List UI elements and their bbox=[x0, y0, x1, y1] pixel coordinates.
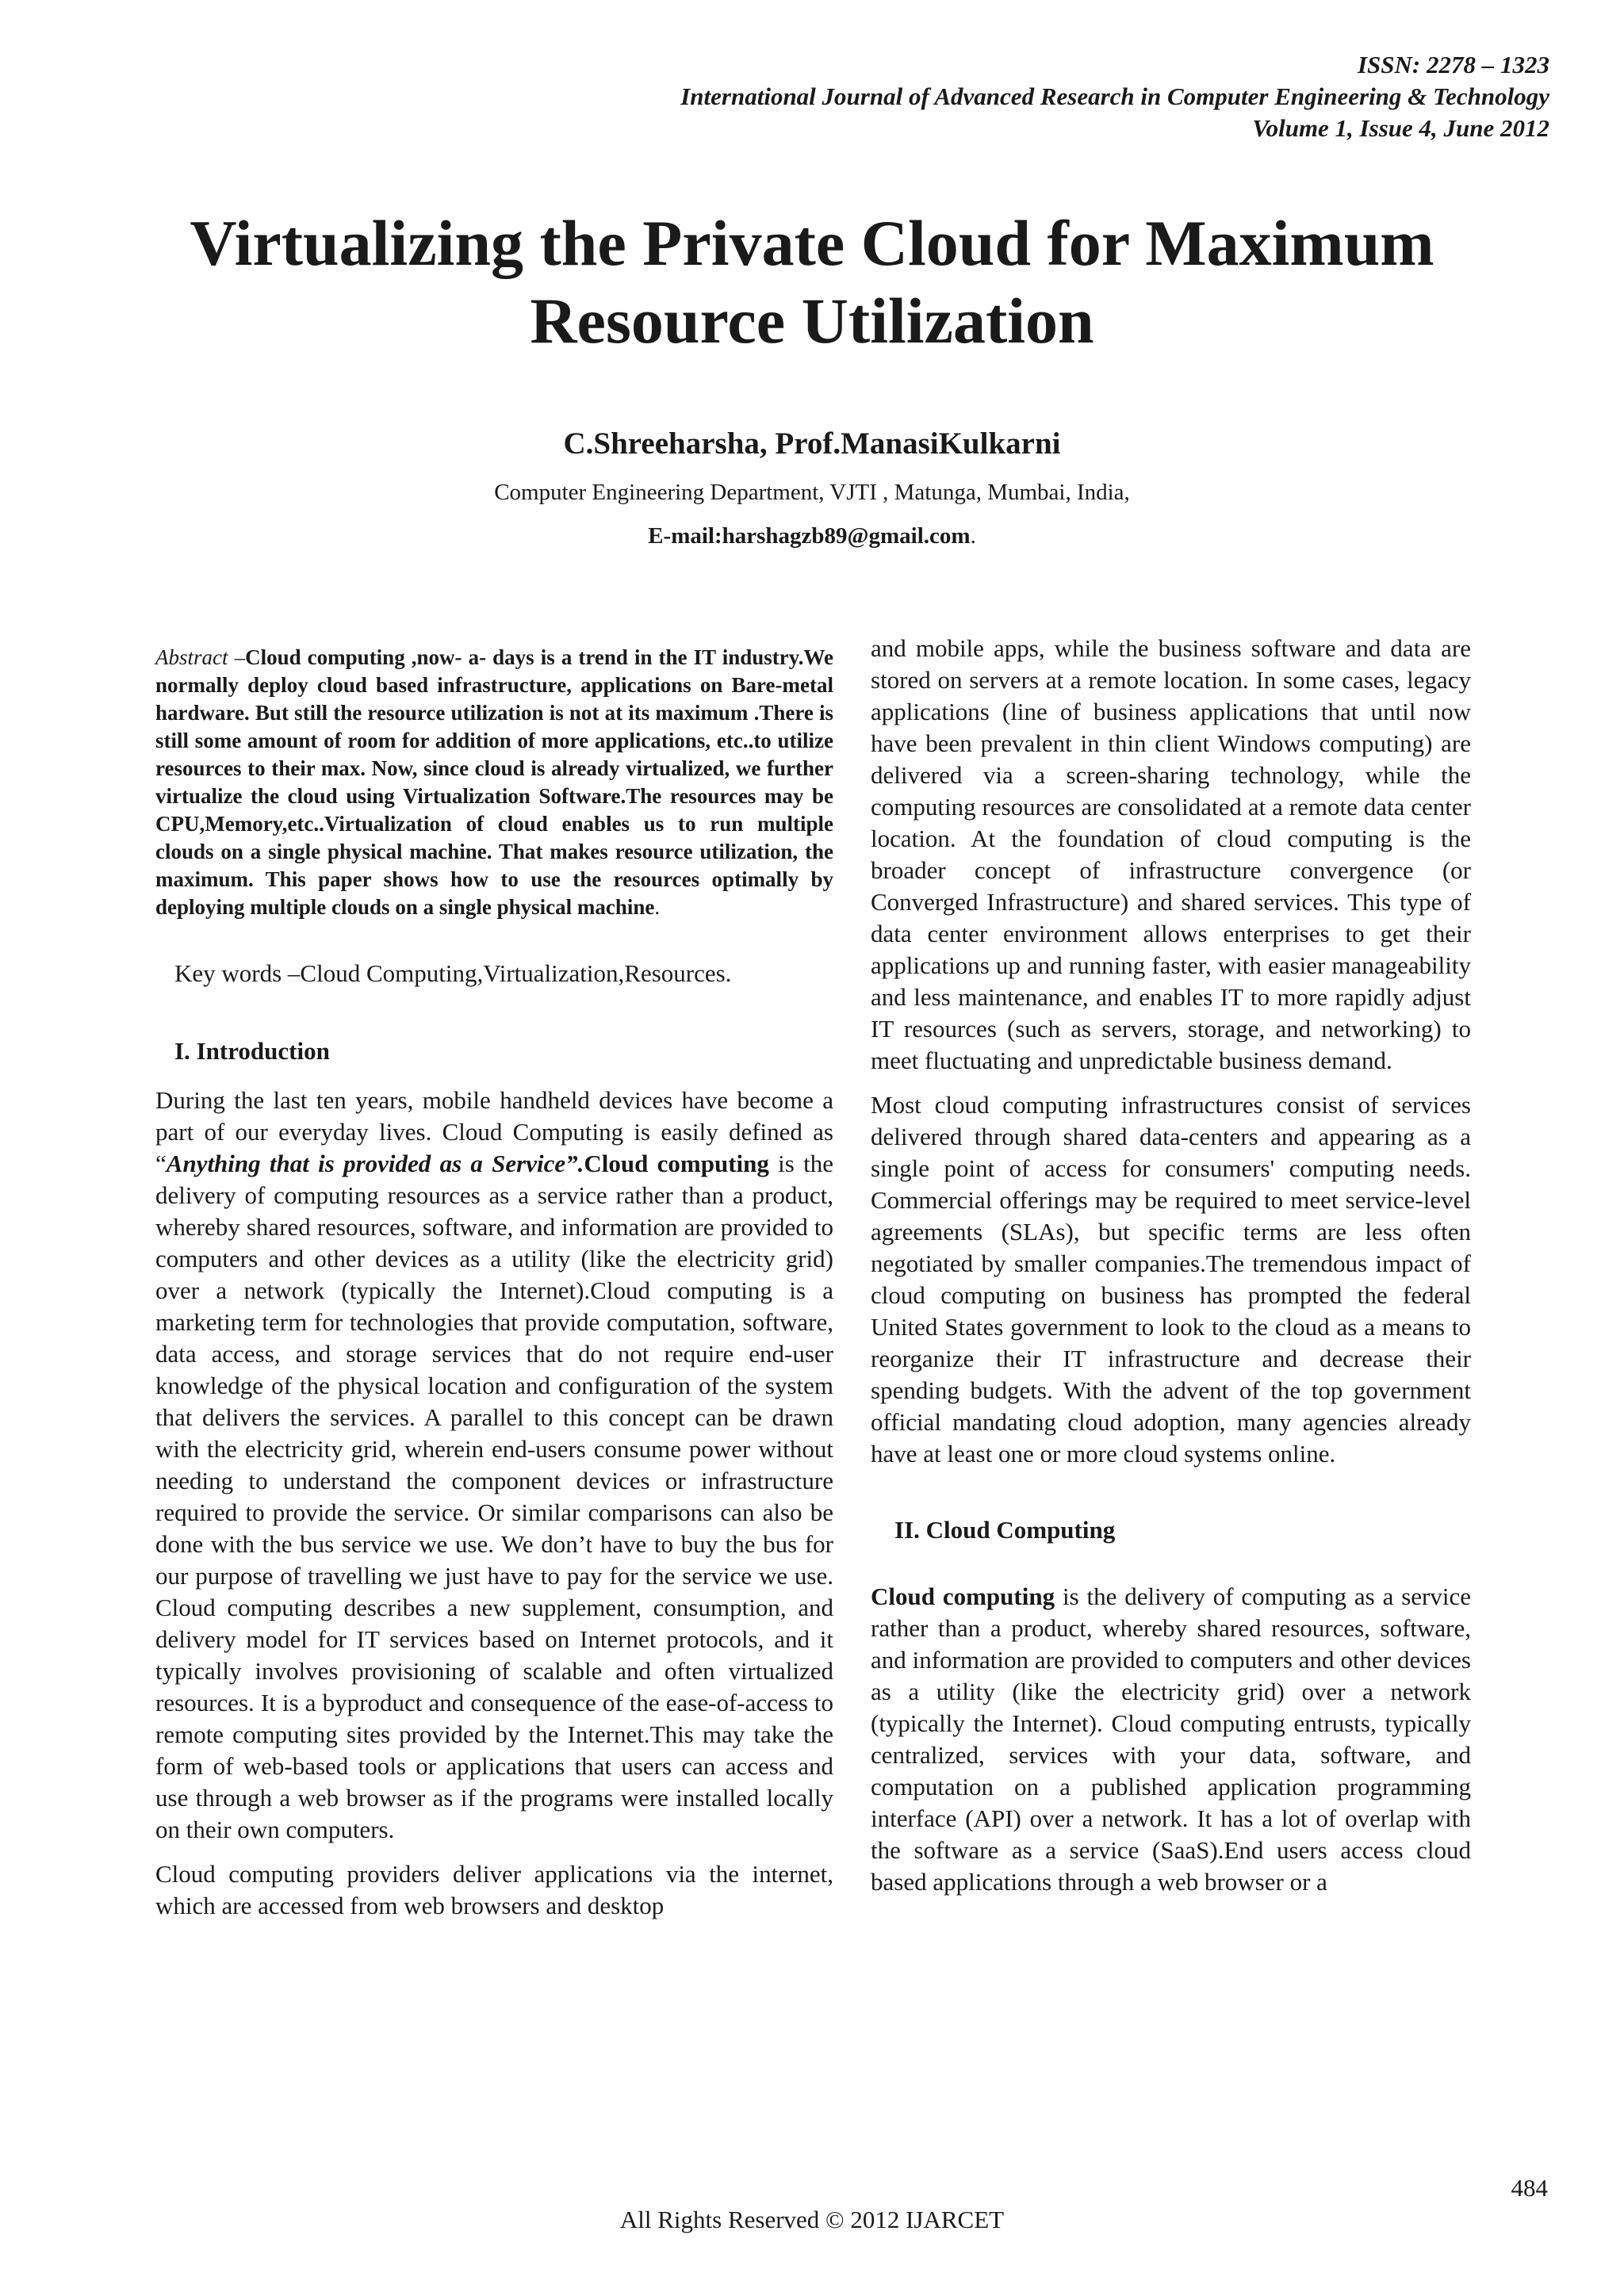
abstract-tail: . bbox=[654, 895, 661, 919]
email: E-mail:harshagzb89@gmail.com bbox=[648, 523, 971, 549]
title-line-2: Resource Utilization bbox=[530, 285, 1094, 357]
issn: ISSN: 2278 – 1323 bbox=[1357, 51, 1549, 78]
authors: C.Shreeharsha, Prof.ManasiKulkarni bbox=[563, 427, 1061, 461]
email-line bbox=[0, 523, 1624, 549]
footer-copyright: All Rights Reserved © 2012 IJARCET bbox=[619, 2206, 1005, 2233]
cloud-p1-bold: Cloud computing bbox=[871, 1582, 1055, 1610]
email-suffix: . bbox=[970, 523, 976, 549]
left-column bbox=[155, 644, 833, 1934]
title-line-1: Virtualizing the Private Cloud for Maximum bbox=[190, 207, 1434, 279]
section-heading-cloud-computing: II. Cloud Computing bbox=[894, 1516, 1116, 1544]
page-number: 484 bbox=[1511, 2174, 1548, 2202]
abstract-body: Cloud computing ,now- a- days is a trend in the IT industry.We normally deploy cloud based infrastructure, applications on Bare-metal hardware. But still the resource utilization is not at its maximum .There is still some amount of room for addition of more applications, etc..to utilize resources to their max. Now, since cloud is already virtualized, we further virtualize the cloud using Virtualization Software.The resources may be CPU,Memory,etc..Virtualization of cloud enables us to run multiple clouds on a single physical machine. That makes resource utilization, the maximum. This paper shows how to use the resources optimally by deploying multiple clouds on a single physical machine bbox=[155, 645, 834, 919]
intro-paragraph-4: Most cloud computing infrastructures consist of services delivered through shared data-centers and appearing as a single point of access for consumers' computing needs. Commercial offerings may be required to meet service-level agreements (SLAs), but specific terms are less often negotiated by smaller companies.The tremendous impact of cloud computing on business has prompted the federal United States government to look to the cloud as a means to reorganize their IT infrastructure and decrease their spending budgets. With the advent of the top government official mandating cloud adoption, many agencies already have at least one or more cloud systems online. bbox=[871, 1091, 1471, 1468]
paper-title bbox=[95, 205, 1529, 360]
cloud-p1-rest: is the delivery of computing as a service rather than a product, whereby shared resources, software, and information are provided to computers and other devices as a utility (like the electricity grid) over a network (typically the Internet). Cloud computing entrusts, typically centralized, services with your data, software, and computation on a published application programming interface (API) over a network. It has a lot of overlap with the software as a service (SaaS).End users access cloud based applications through a web browser or a bbox=[871, 1582, 1471, 1896]
cloud-paragraph-1 bbox=[871, 1581, 1471, 1898]
affiliation: Computer Engineering Department, VJTI , Matunga, Mumbai, India, bbox=[494, 480, 1130, 505]
abstract bbox=[155, 644, 833, 921]
journal-header bbox=[360, 49, 1549, 144]
intro-paragraph-2: Cloud computing providers deliver applications via the internet, which are accessed from web browsers and desktop bbox=[155, 1860, 833, 1919]
keywords: Key words –Cloud Computing,Virtualization,Resources. bbox=[174, 959, 732, 987]
right-column bbox=[871, 633, 1471, 1911]
abstract-label: Abstract – bbox=[155, 645, 246, 669]
intro-paragraph-1 bbox=[155, 1085, 833, 1846]
intro-p1-bold: Cloud computing bbox=[584, 1150, 769, 1177]
intro-p1-rest: is the delivery of computing resources as a service rather than a product, whereby shared resources, software, and information are provided to computers and other devices as a utility (like the electricity grid) over a network (typically the Internet).Cloud computing is a marketing term for technologies that provide computation, software, data access, and storage services that do not require end-user knowledge of the physical location and configuration of the system that delivers the services. A parallel to this concept can be drawn with the electricity grid, wherein end-users consume power without needing to understand the component devices or infrastructure required to provide the service. Or similar comparisons can also be done with the bus service we use. We don’t have to buy the bus for our purpose of travelling we just have to pay for the service we use. Cloud computing describes a new supplement, consumption, and delivery model for IT services based on Internet protocols, and it typically involves provisioning of scalable and often virtualized resources. It is a byproduct and consequence of the ease-of-access to remote computing sites provided by the Internet.This may take the form of web-based tools or applications that users can access and use through a web browser as if the programs were installed locally on their own computers. bbox=[155, 1150, 833, 1843]
intro-p1-start: During the last ten years, mobile handheld devices have become a part of our everyday lives. Cloud Computing is easily defined as “ bbox=[155, 1086, 833, 1177]
intro-paragraph-3: and mobile apps, while the business software and data are stored on servers at a remote location. In some cases, legacy applications (line of business applications that until now have been prevalent in thin client Windows computing) are delivered via a screen-sharing technology, while the computing resources are consolidated at a remote data center location. At the foundation of cloud computing is the broader concept of infrastructure convergence (or Converged Infrastructure) and shared services. This type of data center environment allows enterprises to get their applications up and running faster, with easier manageability and less maintenance, and enables IT to more rapidly adjust IT resources (such as servers, storage, and networking) to meet fluctuating and unpredictable business demand. bbox=[871, 634, 1471, 1074]
section-heading-introduction: I. Introduction bbox=[174, 1037, 330, 1065]
journal-name: International Journal of Advanced Research in Computer Engineering & Technology bbox=[680, 82, 1549, 110]
journal-volume: Volume 1, Issue 4, June 2012 bbox=[1252, 114, 1549, 142]
intro-p1-quote: Anything that is provided as a Service”. bbox=[166, 1150, 584, 1177]
